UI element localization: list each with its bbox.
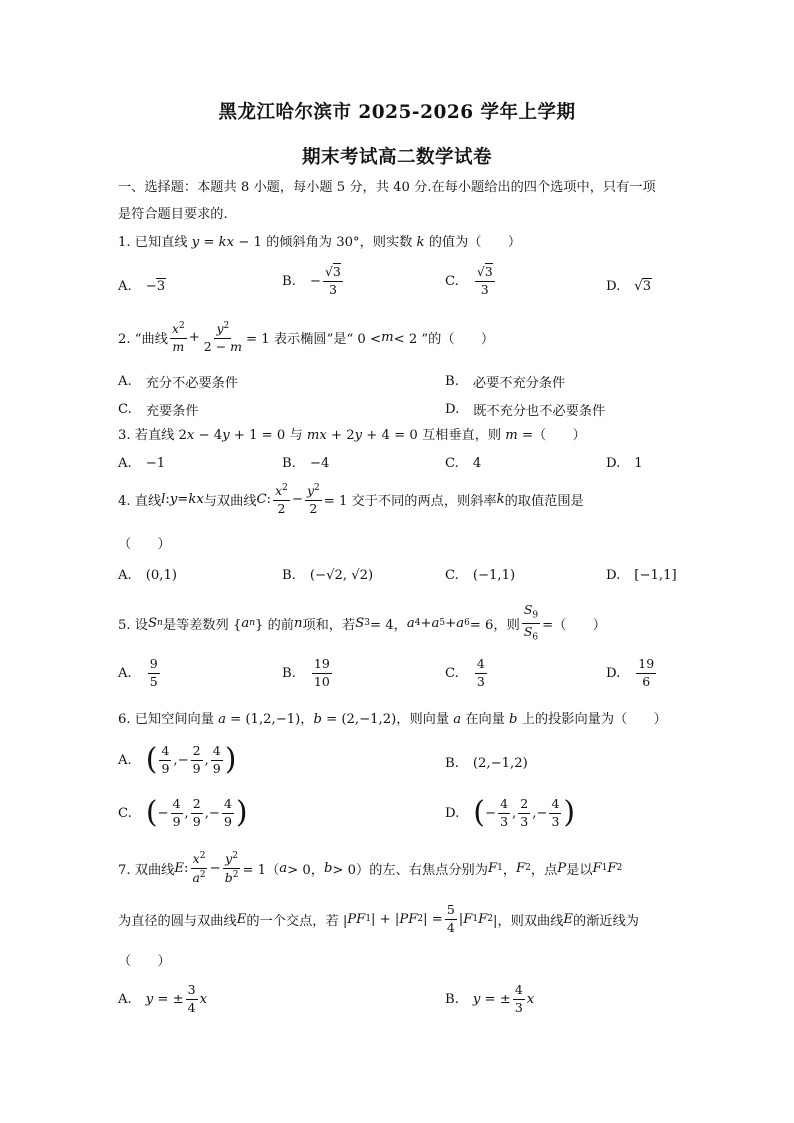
- question-4-stem: 4. 直线 l : y = kx 与双曲线 C : $\frac{x^2}{2}$ − $\frac{y^2}{2}$ = 1 交于不同的两点，则斜率 k 的取值范围是: [118, 483, 584, 516]
- question-1-option-b: B. − $\frac{√3}{3}$: [282, 264, 341, 297]
- question-6-option-c: C. ( − $\frac{4}{9}$ , $\frac{2}{9}$ ,− $\frac{4}{9}$ ): [118, 795, 248, 830]
- question-2-option-c: C. 充要条件: [118, 402, 199, 419]
- question-4-option-c: C. (−1,1): [445, 568, 516, 583]
- question-1-option-a: A. − 3: [118, 278, 166, 294]
- question-7-stem-cont2: （ ）: [118, 954, 171, 969]
- question-7-stem: 7. 双曲线 E : $\frac{x^2}{a^2}$ − $\frac{y^2}{b^2}$ = 1（ a > 0， b > 0）的左、右焦点分别为 F 1 ， F 2 ，点 P 是以 F 1 F 2: [118, 851, 623, 885]
- question-7-option-a: A. y = ± $\frac{3}{4}$ x: [118, 982, 208, 1015]
- question-1-option-d: D. √ 3: [606, 278, 652, 294]
- section-intro-line1: 一、选择题：本题共 8 小题，每小题 5 分，共 40 分.在每小题给出的四个选项中，只有一项: [118, 180, 656, 195]
- question-6-option-a: A. ( $\frac{4}{9}$ ,− $\frac{2}{9}$ , $\frac{4}{9}$ ): [118, 742, 237, 777]
- question-3-option-b: B. −4: [282, 456, 330, 471]
- question-2-option-d: D. 既不充分也不必要条件: [445, 402, 606, 419]
- question-6-option-b: B. (2,−1,2): [445, 756, 528, 771]
- question-1-option-c: C. $\frac{√3}{3}$: [445, 264, 493, 297]
- question-5-option-c: C. $\frac{4}{3}$: [445, 656, 485, 689]
- question-3-option-d: D. 1: [606, 456, 643, 471]
- question-5-stem: 5. 设 S n 是等差数列 { a n } 的前 n 项和，若 S 3 = 4， a 4 + a 5 + a 6 = 6，则 $\frac{S_9}{S_6}$ =（ ）: [118, 602, 606, 642]
- question-5-option-a: A. $\frac{9}{5}$: [118, 656, 158, 689]
- question-5-option-b: B. $\frac{19}{10}$: [282, 656, 330, 689]
- question-4-option-b: B. (−√2, √2): [282, 568, 374, 583]
- question-1-stem: 1. 已知直线 y = kx − 1 的倾斜角为 30°，则实数 k 的值为（ ）: [118, 235, 522, 250]
- question-4-option-d: D. [−1,1]: [606, 568, 677, 583]
- exam-title-line1: 黑龙江哈尔滨市 2025-2026 学年上学期: [218, 102, 576, 123]
- question-7-stem-cont1: 为直径的圆与双曲线 E 的一个交点，若 | PF 1 | + | PF 2 | = $\frac{5}{4}$ | F 1 F 2 |，则双曲线 E 的渐近线为: [118, 902, 639, 935]
- question-6-stem: 6. 已知空间向量 a = (1,2,−1)，b = (2,−1,2)，则向量 a 在向量 b 上的投影向量为（ ）: [118, 712, 667, 727]
- section-intro-line2: 是符合题目要求的.: [118, 207, 228, 222]
- exam-title-line2: 期末考试高二数学试卷: [301, 147, 492, 168]
- question-3-option-a: A. −1: [118, 456, 166, 471]
- question-2-option-a: A. 充分不必要条件: [118, 374, 239, 391]
- question-2-stem: 2. “曲线 $\frac{x^2}{m}$ + $\frac{y^2}{2 - m}$ = 1 表示椭圆”是“ 0 < m < 2 ”的（ ）: [118, 321, 495, 354]
- question-4-stem-cont: （ ）: [118, 537, 171, 552]
- question-4-option-a: A. (0,1): [118, 568, 177, 583]
- question-3-option-c: C. 4: [445, 456, 482, 471]
- question-3-stem: 3. 若直线 2x − 4y + 1 = 0 与 mx + 2y + 4 = 0 互相垂直，则 m =（ ）: [118, 428, 586, 443]
- question-7-option-b: B. y = ± $\frac{4}{3}$ x: [445, 982, 535, 1015]
- question-6-option-d: D. ( − $\frac{4}{3}$ , $\frac{2}{3}$ ,− $\frac{4}{3}$ ): [445, 795, 576, 830]
- question-5-option-d: D. $\frac{19}{6}$: [606, 656, 655, 689]
- question-2-option-b: B. 必要不充分条件: [445, 374, 566, 391]
